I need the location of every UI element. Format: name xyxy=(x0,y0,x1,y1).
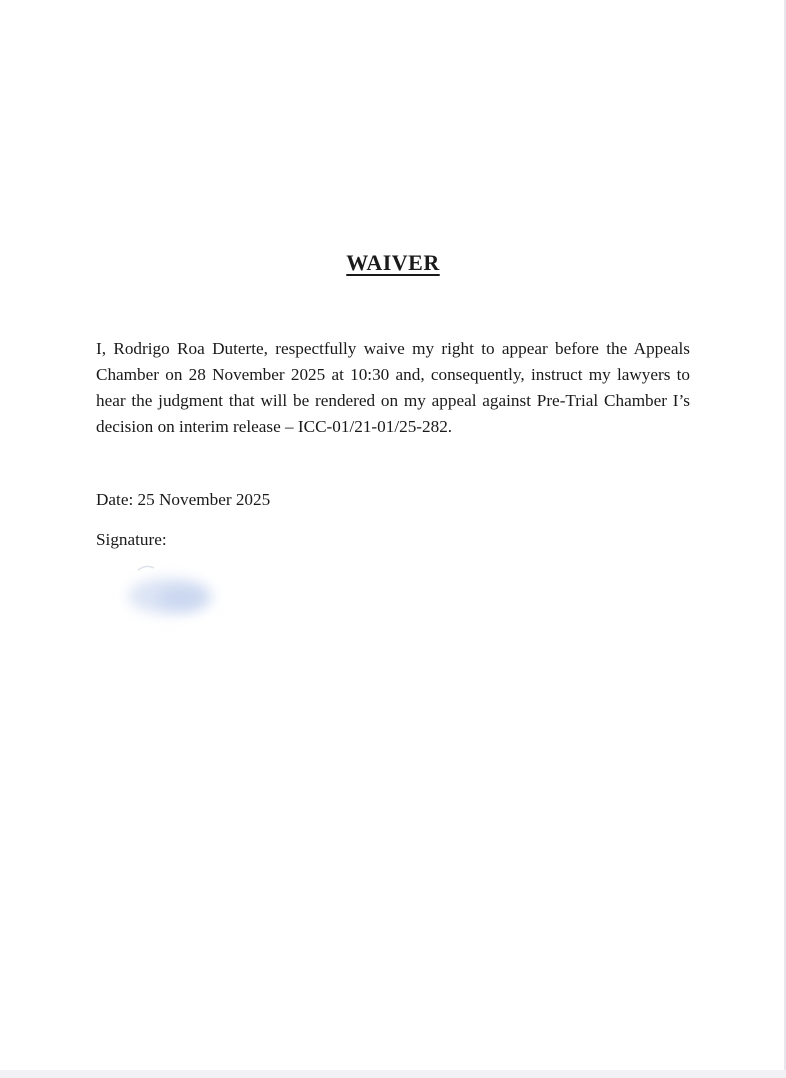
waiver-body-paragraph: I, Rodrigo Roa Duterte, respectfully waive my right to appear before the Appeals Chamber on 28 November 2025 at 10:30 and, consequently, instruct my lawyers to hear the judgment that will be rendered on my appeal against Pre-Trial Chamber I’s decision on interim release – ICC-01/21-01/25-282. xyxy=(96,339,690,436)
document-title: WAIVER xyxy=(346,250,440,275)
date-line: Date: 25 November 2025 xyxy=(96,490,271,509)
document-title-wrapper xyxy=(0,250,786,276)
signature-label: Signature: xyxy=(96,530,167,549)
redacted-signature xyxy=(112,562,232,632)
